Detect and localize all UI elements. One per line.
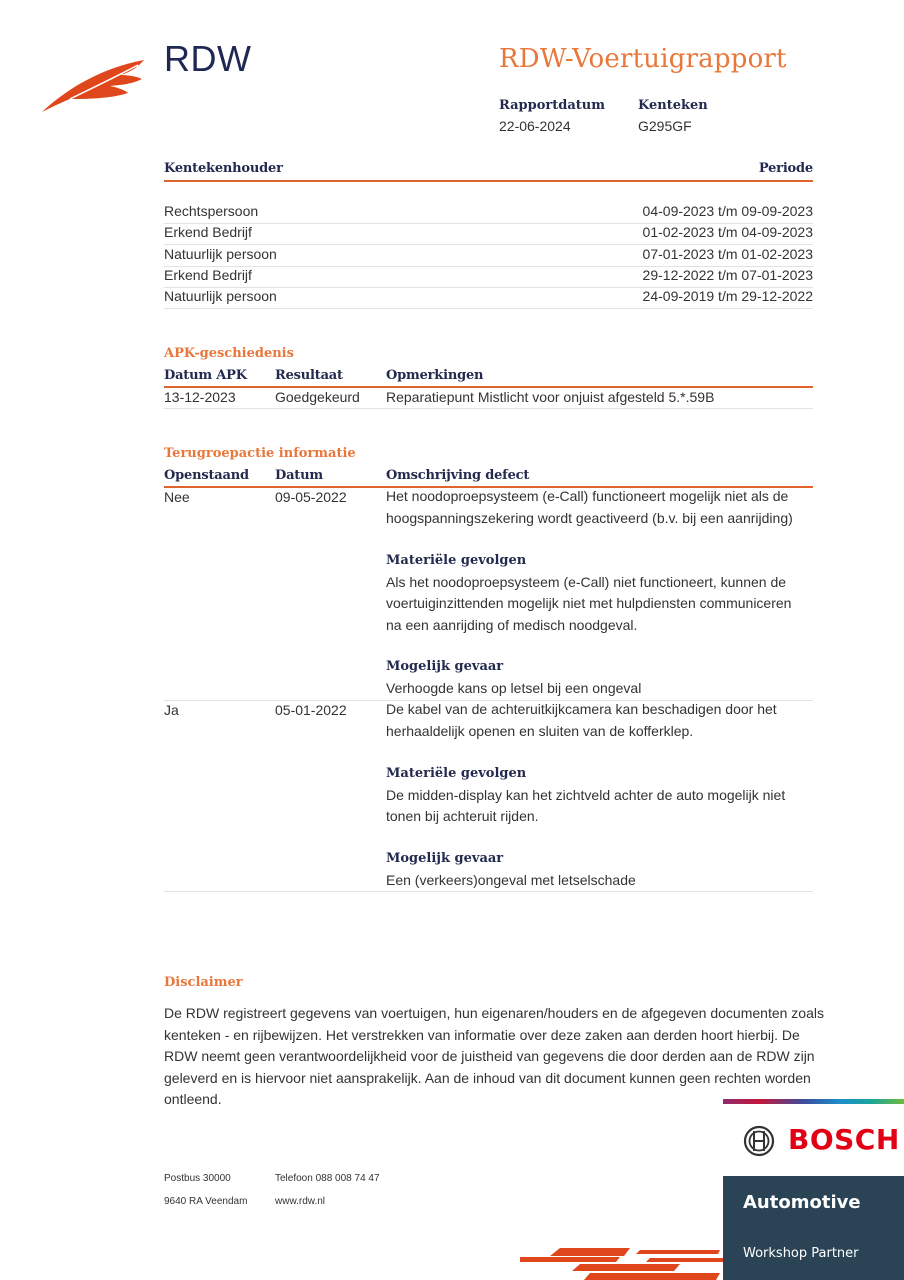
footer-web[interactable]: www.rdw.nl [275,1196,326,1207]
owner-holder: Rechtspersoon [164,203,259,219]
report-date-value: 22-06-2024 [499,118,571,134]
apk-result: Goedgekeurd [275,389,360,405]
apk-header-date: Datum APK [164,368,247,383]
recall-date: 05-01-2022 [275,702,347,718]
bosch-panel [723,1176,904,1280]
disclaimer-line: geleverd en is hiervoor niet aansprakelijk. Aan de inhoud van dit document kunnen geen rechten worden [164,1069,811,1086]
disclaimer-line: De RDW registreert gegevens van voertuigen, hun eigenaren/houders en de afgegeven documenten zoals [164,1005,824,1021]
recall-open: Ja [164,702,179,718]
apk-date: 13-12-2023 [164,389,236,405]
report-title: RDW-Voertuigrapport [499,44,787,74]
owner-period: 07-01-2023 t/m 01-02-2023 [642,246,813,262]
owners-header-divider [164,180,813,182]
recall-header-desc: Omschrijving defect [386,468,530,483]
disclaimer-title: Disclaimer [164,975,243,990]
recall-open: Nee [164,489,190,505]
apk-header-result: Resultaat [275,368,343,383]
recall-danger-label: Mogelijk gevaar [386,659,504,674]
plate-value: G295GF [638,118,692,134]
disclaimer-line: ontleend. [164,1091,222,1107]
owner-period: 24-09-2019 t/m 29-12-2022 [642,288,813,304]
table-row [164,288,813,309]
row-divider [164,244,813,245]
report-date-label: Rapportdatum [499,98,605,113]
recall-title: Terugroepactie informatie [164,446,356,461]
recall-consequences-line: na een aanrijding of medisch noodgeval. [386,617,638,633]
recall-consequences-line: tonen bij achteruit rijden. [386,808,539,824]
footer-postbus: Postbus 30000 [164,1173,231,1184]
owner-holder: Natuurlijk persoon [164,288,277,304]
recall-defect-line: hoogspanningszekering wordt geactiveerd (b.v. bij een aanrijding) [386,510,793,526]
table-row [164,224,813,245]
owners-header-holder: Kentekenhouder [164,161,283,176]
footer-phone: Telefoon 088 008 74 47 [275,1173,380,1184]
owner-holder: Erkend Bedrijf [164,224,252,240]
disclaimer-line: kenteken - en rijbewijzen. Het verstrekken van informatie over deze zaken aan derden hoort hierbij. De [164,1026,800,1043]
table-row [164,203,813,224]
recall-date: 09-05-2022 [275,489,347,505]
apk-remarks: Reparatiepunt Mistlicht voor onjuist afgesteld 5.*.59B [386,389,715,405]
bosch-wordmark: BOSCH [788,1123,900,1156]
recall-consequences-label: Materiële gevolgen [386,766,527,781]
rdw-logo-icon [40,55,150,115]
owner-period: 29-12-2022 t/m 07-01-2023 [642,267,813,283]
bosch-color-strip [723,1099,904,1104]
owner-period: 04-09-2023 t/m 09-09-2023 [642,203,813,219]
disclaimer-text [164,1003,844,1111]
recall-consequences-line: Als het noodoproepsysteem (e-Call) niet functioneert, kunnen de [386,574,787,590]
disclaimer-line: RDW neemt geen verantwoordelijkheid voor de juistheid van gegevens die door derden aan de RDW zijn [164,1048,815,1064]
bosch-panel-subtitle: Workshop Partner [743,1246,859,1261]
recall-danger: Verhoogde kans op letsel bij een ongeval [386,680,642,696]
owner-holder: Erkend Bedrijf [164,267,252,283]
rdw-logo-text: RDW [164,38,252,79]
table-row [164,267,813,288]
apk-title: APK-geschiedenis [164,346,294,361]
rdw-stripes-icon [520,1240,730,1280]
recall-danger: Een (verkeers)ongeval met letselschade [386,872,636,888]
bosch-panel-title: Automotive [743,1192,861,1213]
recall-header-date: Datum [275,468,323,483]
recall-consequences-line: voertuiginzittenden mogelijk niet met hulpdiensten communiceren [386,595,792,611]
recall-defect-line: herhaaldelijk openen en sluiten van de kofferklep. [386,723,694,739]
owner-holder: Natuurlijk persoon [164,246,277,262]
row-divider [164,308,813,309]
recall-consequences-line: De midden-display kan het zichtveld achter de auto mogelijk niet [386,787,786,803]
apk-header-divider [164,386,813,388]
bosch-badge [723,1099,904,1280]
row-divider [164,408,813,409]
plate-label: Kenteken [638,98,708,113]
recall-consequences-label: Materiële gevolgen [386,553,527,568]
recall-danger-label: Mogelijk gevaar [386,851,504,866]
recall-header-open: Openstaand [164,468,249,483]
recall-defect-line: De kabel van de achteruitkijkcamera kan beschadigen door het [386,701,777,717]
owner-period: 01-02-2023 t/m 04-09-2023 [642,224,813,240]
owners-header-period: Periode [758,161,813,176]
bosch-armature-icon [743,1125,775,1157]
apk-header-remarks: Opmerkingen [386,368,484,383]
recall-defect-line: Het noodoproepsysteem (e-Call) functioneert mogelijk niet als de [386,488,789,504]
row-divider [164,891,813,892]
footer-city: 9640 RA Veendam [164,1196,248,1207]
table-row [164,246,813,267]
